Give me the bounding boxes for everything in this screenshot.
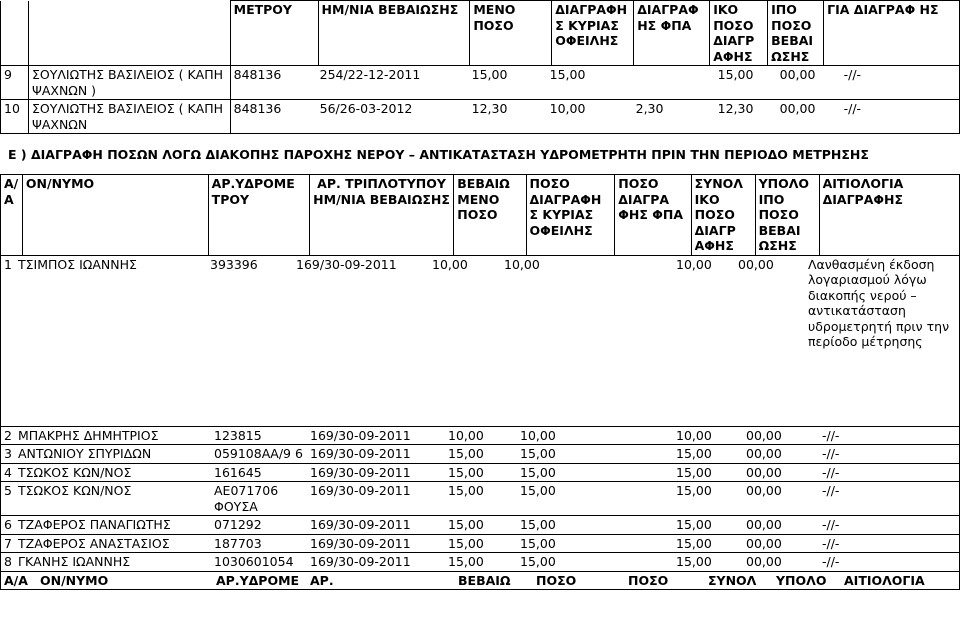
cell-total: 10,00 bbox=[676, 427, 712, 443]
cell-main: 15,00 bbox=[549, 67, 586, 82]
cell-date: 56/26-03-2012 bbox=[319, 101, 413, 116]
cell-meter: 123815 bbox=[214, 427, 262, 443]
cell-total: 15,00 bbox=[676, 554, 712, 569]
top-header: ΜΕΝΟ ΠΟΣΟ bbox=[470, 1, 552, 66]
cell-main: 15,00 bbox=[520, 517, 556, 532]
cell-meter: 848136 bbox=[233, 67, 282, 82]
cell-total: 15,00 bbox=[676, 483, 712, 498]
cell-name: ΜΠΑΚΡΗΣ ΔΗΜΗΤΡΙΟΣ bbox=[18, 427, 159, 443]
cell-aa: 7 bbox=[4, 535, 12, 551]
cell-main: 15,00 bbox=[520, 446, 556, 461]
cell-main: 15,00 bbox=[520, 464, 556, 480]
cell-meter: 059108ΑΑ/9 6 bbox=[214, 446, 303, 461]
cell-total: 15,00 bbox=[676, 517, 712, 532]
footer-row bbox=[1, 571, 960, 590]
top-header: ΔΙΑΓΡΑΦ ΗΣ ΦΠΑ bbox=[634, 1, 710, 66]
cell-amount: 15,00 bbox=[448, 535, 484, 551]
top-header: ΗΜ/ΝΙΑ ΒΕΒΑΙΩΣΗΣ bbox=[318, 1, 470, 66]
footer-cell: ΣΥΝΟΛ bbox=[708, 572, 757, 588]
main-header: ΟΝ/ΝΥΜΟ bbox=[22, 175, 208, 256]
top-table bbox=[0, 0, 960, 134]
cell-amount: 10,00 bbox=[432, 256, 468, 272]
cell-main: 15,00 bbox=[520, 535, 556, 551]
table-row bbox=[1, 426, 960, 445]
cell-total: 15,00 bbox=[676, 464, 712, 480]
main-header: ΑΙΤΙΟΛΟΓΙΑ ΔΙΑΓΡΑΦΗΣ bbox=[819, 175, 959, 256]
main-header: ΒΕΒΑΙΩ ΜΕΝΟ ΠΟΣΟ bbox=[454, 175, 526, 256]
cell-date: 169/30-09-2011 bbox=[310, 483, 411, 498]
cell-main: 10,00 bbox=[520, 427, 556, 443]
footer-cell: ΑΙΤΙΟΛΟΓΙΑ bbox=[844, 572, 925, 588]
main-header: ΠΟΣΟ ΔΙΑΓΡΑ ΦΗΣ ΦΠΑ bbox=[615, 175, 691, 256]
main-table bbox=[0, 174, 960, 590]
cell-reason: -//- bbox=[822, 517, 840, 532]
cell-amount: 12,30 bbox=[471, 101, 508, 116]
cell-reason: Λανθασμένη έκδοση λογαριασμού λόγω διακοπής νερού – αντικατάσταση υδρομετρητή πριν την περίοδο μέτρησης bbox=[808, 256, 950, 349]
cell-vat bbox=[591, 256, 673, 351]
cell-reason: -//- bbox=[843, 67, 862, 82]
table-row bbox=[1, 255, 960, 426]
footer-cell: ΟΝ/ΝΥΜΟ bbox=[40, 572, 109, 588]
cell-remain: 00,00 bbox=[746, 446, 782, 461]
cell-date: 169/30-09-2011 bbox=[310, 554, 411, 569]
cell-aa: 5 bbox=[4, 483, 12, 498]
footer-cell: ΑΡ.ΥΔΡΟΜΕ bbox=[216, 572, 300, 588]
cell-aa: 10 bbox=[1, 100, 29, 134]
top-header: ΙΠΟ ΠΟΣΟ ΒΕΒΑΙ ΩΣΗΣ bbox=[768, 1, 824, 66]
cell-name: ΤΖΑΦΕΡΟΣ ΠΑΝΑΓΙΩΤΗΣ bbox=[18, 517, 171, 532]
cell-meter: 161645 bbox=[214, 464, 262, 480]
section-title: Ε ) ΔΙΑΓΡΑΦΗ ΠΟΣΩΝ ΛΟΓΩ ΔΙΑΚΟΠΗΣ ΠΑΡΟΧΗΣ ΝΕΡΟΥ – ΑΝΤΙΚΑΤΑΣΤΑΣΗ ΥΔΡΟΜΕΤΡΗΤΗ ΠΡΙΝ ΤΗΝ ΠΕΡΙΟΔΟ ΜΕΤΡΗΣΗΣ bbox=[8, 147, 869, 162]
cell-amount: 15,00 bbox=[448, 517, 484, 532]
cell-reason: -//- bbox=[822, 446, 840, 461]
cell-reason: -//- bbox=[822, 464, 840, 480]
cell-total: 15,00 bbox=[676, 535, 712, 551]
top-header: ΓΙΑ ΔΙΑΓΡΑΦ ΗΣ bbox=[824, 1, 960, 66]
cell-main: 15,00 bbox=[520, 483, 556, 498]
top-header-row bbox=[1, 1, 960, 66]
cell-vat bbox=[633, 66, 715, 84]
main-header-row bbox=[1, 175, 960, 256]
cell-remain: 00,00 bbox=[746, 427, 782, 443]
cell-aa: 8 bbox=[4, 554, 12, 569]
main-header: ΑΡ. ΤΡΙΠΛΟΤΥΠΟΥ ΗΜ/ΝΙΑ ΒΕΒΑΙΩΣΗΣ bbox=[309, 175, 453, 256]
cell-name: ΤΣΙΜΠΟΣ ΙΩΑΝΝΗΣ bbox=[18, 256, 137, 272]
cell-total: 15,00 bbox=[717, 67, 754, 82]
cell-main: 15,00 bbox=[520, 554, 556, 569]
top-header: ΜΕΤΡΟΥ bbox=[230, 1, 318, 66]
cell-aa: 1 bbox=[4, 256, 12, 272]
cell-date: 169/30-09-2011 bbox=[310, 446, 411, 461]
cell-reason: -//- bbox=[822, 483, 840, 498]
cell-meter: 071292 bbox=[214, 517, 262, 532]
cell-remain: 00,00 bbox=[779, 67, 816, 82]
cell-amount: 15,00 bbox=[448, 554, 484, 569]
footer-cell: ΠΟΣΟ bbox=[536, 572, 577, 588]
cell-date: 169/30-09-2011 bbox=[310, 517, 411, 532]
cell-remain: 00,00 bbox=[779, 101, 816, 116]
footer-cell: ΥΠΟΛΟ bbox=[776, 572, 827, 588]
cell-remain: 00,00 bbox=[746, 535, 782, 551]
cell-name: ΣΟΥΛΙΩΤΗΣ ΒΑΣΙΛΕΙΟΣ ( ΚΑΠΗ ΨΑΧΝΩΝ ) bbox=[28, 66, 230, 100]
table-row bbox=[1, 482, 960, 516]
cell-meter: 393396 bbox=[210, 256, 258, 272]
footer-cell: ΠΟΣΟ bbox=[628, 572, 669, 588]
cell-name: ΤΣΩΚΟΣ ΚΩΝ/ΝΟΣ bbox=[18, 464, 132, 480]
table-row bbox=[1, 463, 960, 482]
cell-total: 15,00 bbox=[676, 446, 712, 461]
table-row bbox=[1, 66, 960, 100]
cell-amount: 15,00 bbox=[471, 67, 508, 82]
cell-name: ΓΚΑΝΗΣ ΙΩΑΝΝΗΣ bbox=[18, 554, 131, 569]
cell-date: 169/30-09-2011 bbox=[310, 464, 411, 480]
cell-total: 10,00 bbox=[676, 256, 712, 272]
cell-aa: 6 bbox=[4, 517, 12, 532]
cell-vat: 2,30 bbox=[635, 101, 664, 116]
cell-meter: 1030601054 bbox=[214, 554, 294, 569]
cell-total: 12,30 bbox=[717, 101, 754, 116]
cell-reason: -//- bbox=[822, 554, 840, 569]
cell-date: 169/30-09-2011 bbox=[310, 427, 411, 443]
main-header: Α/Α bbox=[1, 175, 23, 256]
table-row bbox=[1, 553, 960, 572]
cell-aa: 2 bbox=[4, 427, 12, 443]
main-header: ΣΥΝΟΛ ΙΚΟ ΠΟΣΟ ΔΙΑΓΡ ΑΦΗΣ bbox=[691, 175, 755, 256]
cell-name: ΣΟΥΛΙΩΤΗΣ ΒΑΣΙΛΕΙΟΣ ( ΚΑΠΗ ΨΑΧΝΩΝ bbox=[28, 100, 230, 134]
cell-name: ΤΖΑΦΕΡΟΣ ΑΝΑΣΤΑΣΙΟΣ bbox=[18, 535, 170, 551]
cell-reason: -//- bbox=[843, 101, 862, 116]
cell-meter: 848136 bbox=[233, 101, 282, 116]
top-header: ΙΚΟ ΠΟΣΟ ΔΙΑΓΡ ΑΦΗΣ bbox=[710, 1, 768, 66]
cell-meter: 187703 bbox=[214, 535, 262, 551]
footer-cell: Α/Α bbox=[4, 572, 28, 588]
main-header: ΑΡ.ΥΔΡΟΜΕ ΤΡΟΥ bbox=[208, 175, 309, 256]
cell-remain: 00,00 bbox=[746, 464, 782, 480]
cell-remain: 00,00 bbox=[738, 256, 774, 272]
cell-amount: 15,00 bbox=[448, 446, 484, 461]
cell-amount: 15,00 bbox=[448, 464, 484, 480]
cell-remain: 00,00 bbox=[746, 517, 782, 532]
cell-name: ΤΣΩΚΟΣ ΚΩΝ/ΝΟΣ bbox=[18, 483, 132, 498]
cell-main: 10,00 bbox=[504, 256, 540, 272]
cell-amount: 10,00 bbox=[448, 427, 484, 443]
cell-date: 169/30-09-2011 bbox=[310, 535, 411, 551]
table-row bbox=[1, 445, 960, 464]
footer-cell: ΒΕΒΑΙΩ bbox=[458, 572, 511, 588]
cell-date: 254/22-12-2011 bbox=[319, 67, 421, 82]
cell-name: ΑΝΤΩΝΙΟΥ ΣΠΥΡΙΔΩΝ bbox=[18, 446, 152, 461]
table-row bbox=[1, 534, 960, 553]
cell-main: 10,00 bbox=[549, 101, 586, 116]
cell-remain: 00,00 bbox=[746, 554, 782, 569]
cell-aa: 9 bbox=[1, 66, 29, 100]
cell-reason: -//- bbox=[822, 535, 840, 551]
main-header: ΠΟΣΟ ΔΙΑΓΡΑΦΗ Σ ΚΥΡΙΑΣ ΟΦΕΙΛΗΣ bbox=[526, 175, 615, 256]
cell-reason: -//- bbox=[822, 427, 840, 443]
table-row bbox=[1, 100, 960, 134]
cell-date: 169/30-09-2011 bbox=[296, 256, 397, 272]
cell-remain: 00,00 bbox=[746, 483, 782, 498]
cell-meter: ΑΕ071706 ΦΟΥΣΑ bbox=[214, 483, 279, 514]
cell-aa: 4 bbox=[4, 464, 12, 480]
top-header: ΔΙΑΓΡΑΦΗ Σ ΚΥΡΙΑΣ ΟΦΕΙΛΗΣ bbox=[552, 1, 634, 66]
footer-cell: ΑΡ. bbox=[310, 572, 334, 588]
cell-amount: 15,00 bbox=[448, 483, 484, 498]
main-header: ΥΠΟΛΟ ΙΠΟ ΠΟΣΟ ΒΕΒΑΙ ΩΣΗΣ bbox=[755, 175, 819, 256]
table-row bbox=[1, 516, 960, 535]
cell-aa: 3 bbox=[4, 446, 12, 461]
